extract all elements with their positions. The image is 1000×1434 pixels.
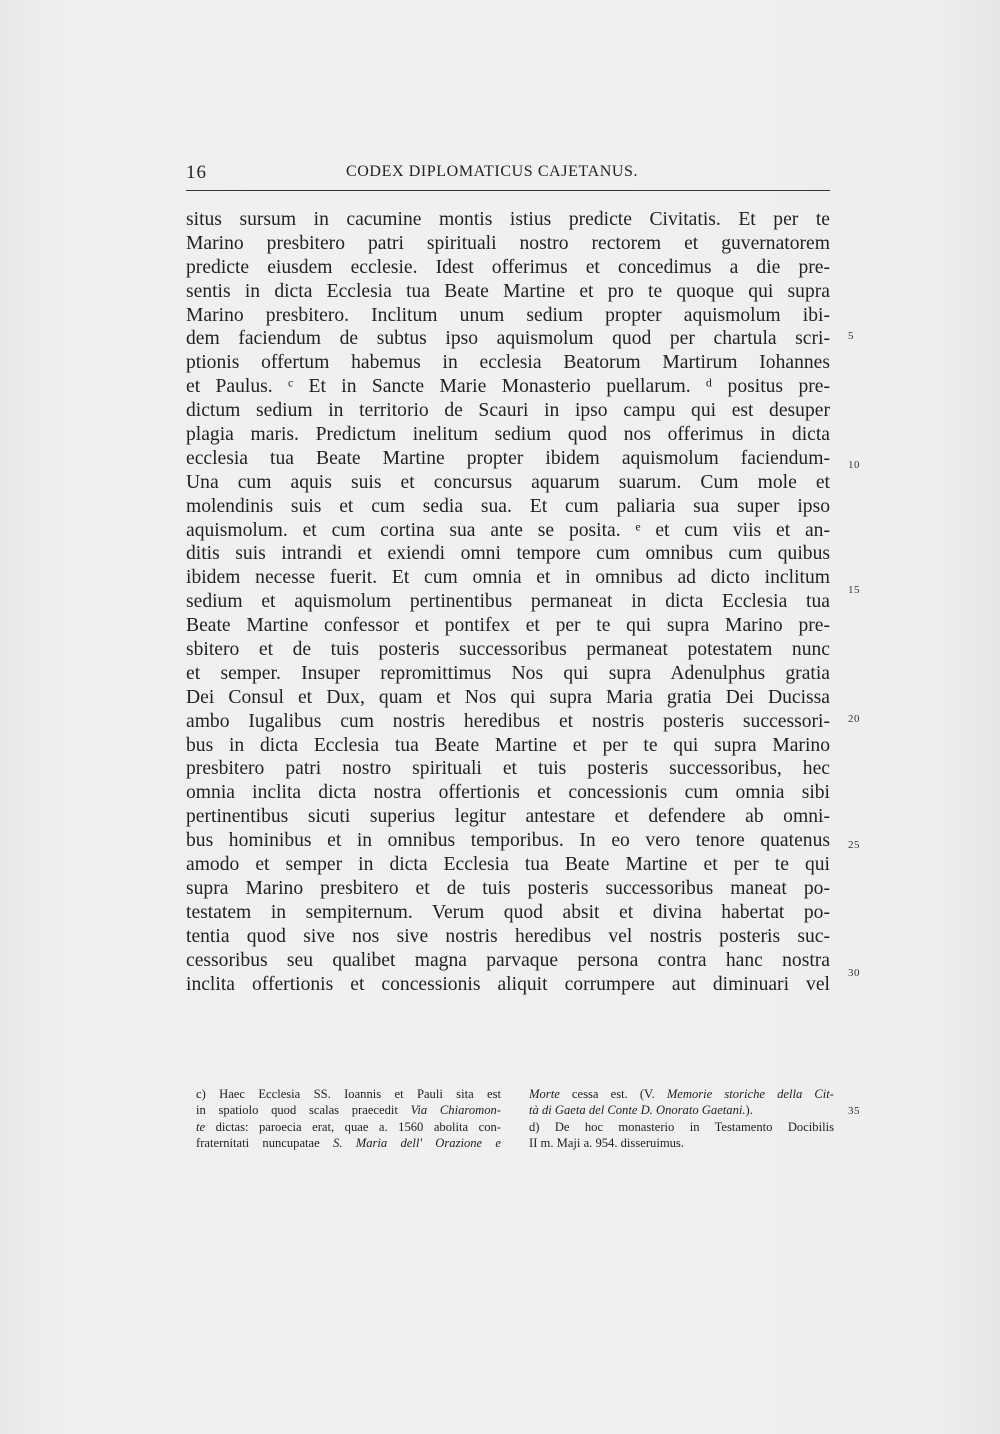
text-line: bus hominibus et in omnibus temporibus. In eo vero tenore quatenus	[186, 830, 830, 852]
page-number: 16	[186, 162, 207, 183]
text-line: Marino presbitero. Inclitum unum sedium propter aquismolum ibi-	[186, 304, 830, 326]
footnote-text: c) Haec Ecclesia SS. Ioannis et Pauli sita est	[196, 1087, 501, 1101]
margin-line-number: 10	[848, 459, 860, 471]
text-line: ditis suis intrandi et exiendi omni tempore cum omnibus cum quibus	[186, 543, 830, 565]
text-line: aquismolum. et cum cortina sua ante se posita. ᵉ et cum viis et an-	[186, 519, 830, 541]
footnote-column-left	[196, 1086, 501, 1152]
text-line: presbitero patri nostro spirituali et tuis posteris successoribus, hec	[186, 758, 830, 780]
running-head: CODEX DIPLOMATICUS CAJETANUS.	[346, 163, 639, 180]
text-line: bus in dicta Ecclesia tua Beate Martine et per te qui supra Marino	[186, 734, 830, 756]
footnote-line	[529, 1119, 834, 1135]
page-header	[186, 162, 830, 188]
footnote-line	[196, 1102, 501, 1118]
footnote-text: ).	[745, 1103, 753, 1118]
text-line: Dei Consul et Dux, quam et Nos qui supra Maria gratia Dei Ducissa	[186, 686, 830, 708]
footnote-italic: S. Maria dell' Orazione e	[333, 1136, 501, 1151]
body-text	[186, 208, 830, 996]
footnote-line	[196, 1119, 501, 1135]
footnote-column-right	[529, 1086, 834, 1152]
text-line: plagia maris. Predictum inelitum sedium quod nos offerimus in dicta	[186, 424, 830, 446]
text-line: sentis in dicta Ecclesia tua Beate Martine et pro te quoque qui supra	[186, 280, 830, 302]
text-line: ecclesia tua Beate Martine propter ibidem aquismolum faciendum-	[186, 447, 830, 469]
margin-line-number: 20	[848, 713, 860, 725]
text-line: sedium et aquismolum pertinentibus permaneat in dicta Ecclesia tua	[186, 591, 830, 613]
text-line: molendinis suis et cum sedia sua. Et cum paliaria sua super ipso	[186, 495, 830, 517]
text-line: ibidem necesse fuerit. Et cum omnia et in omnibus ad dicto inclitum	[186, 567, 830, 589]
text-line: omnia inclita dicta nostra offertionis et concessionis cum omnia sibi	[186, 782, 830, 804]
footnote-italic: Memorie storiche della Cit-	[666, 1087, 834, 1101]
text-line: tentia quod sive nos sive nostris heredibus vel nostris posteris suc-	[186, 925, 830, 947]
text-line: ambo Iugalibus cum nostris heredibus et nostris posteris successori-	[186, 710, 830, 732]
text-line: pertinentibus sicuti superius legitur antestare et defendere ab omni-	[186, 806, 830, 828]
footnote-line	[529, 1102, 834, 1118]
footnote-italic: Morte	[529, 1087, 560, 1101]
text-line: amodo et semper in dicta Ecclesia tua Beate Martine et per te qui	[186, 854, 830, 876]
text-line: dictum sedium in territorio de Scauri in ipso campu qui est desuper	[186, 400, 830, 422]
margin-line-number: 30	[848, 967, 860, 979]
text-line: Una cum aquis suis et concursus aquarum suarum. Cum mole et	[186, 471, 830, 493]
text-line: supra Marino presbitero et de tuis posteris successoribus maneat po-	[186, 877, 830, 899]
footnote-line	[529, 1135, 834, 1151]
footnote-line	[196, 1086, 501, 1102]
header-rule	[186, 190, 830, 191]
margin-line-number: 15	[848, 584, 860, 596]
text-line: inclita offertionis et concessionis aliquit corrumpere aut diminuari vel	[186, 973, 830, 995]
margin-line-number: 5	[848, 330, 854, 342]
footnote-italic: te	[196, 1119, 206, 1134]
text-line: sbitero et de tuis posteris successoribus permaneat potestatem nunc	[186, 639, 830, 661]
margin-line-number: 35	[848, 1105, 860, 1117]
text-line: Marino presbitero patri spirituali nostro rectorem et guvernatorem	[186, 232, 830, 254]
text-line: et semper. Insuper repromittimus Nos qui supra Adenulphus gratia	[186, 662, 830, 684]
text-line: dem faciendum de subtus ipso aquismolum quod per chartula scri-	[186, 328, 830, 350]
footnote-text: fraternitati nuncupatae	[196, 1136, 333, 1151]
text-line: et Paulus. ᶜ Et in Sancte Marie Monasterio puellarum. ᵈ positus pre-	[186, 376, 830, 398]
text-line: situs sursum in cacumine montis istius predicte Civitatis. Et per te	[186, 209, 830, 230]
footnote-text: d) De hoc monasterio in Testamento Docibilis	[529, 1119, 834, 1134]
footnote-text: in spatiolo quod scalas praecedit	[196, 1103, 411, 1118]
footnote-line	[196, 1135, 501, 1151]
margin-line-number: 25	[848, 839, 860, 851]
footnote-italic: Via Chiaromon-	[410, 1103, 501, 1118]
footnote-text: II m. Maji a. 954. disseruimus.	[529, 1136, 684, 1151]
text-line: cessoribus seu qualibet magna parvaque persona contra hanc nostra	[186, 949, 830, 971]
text-line: predicte eiusdem ecclesie. Idest offerimus et concedimus a die pre-	[186, 256, 830, 278]
text-line: ptionis offertum habemus in ecclesia Beatorum Martirum Iohannes	[186, 352, 830, 374]
text-line: Beate Martine confessor et pontifex et per te qui supra Marino pre-	[186, 615, 830, 637]
footnote-text: dictas: paroecia erat, quae a. 1560 abolita con-	[205, 1119, 501, 1134]
footnote-italic: tà di Gaeta del Conte D. Onorato Gaetani.	[529, 1103, 746, 1118]
text-line: testatem in sempiternum. Verum quod absit et divina habertat po-	[186, 901, 830, 923]
footnote-text: cessa est. (V.	[559, 1087, 667, 1101]
footnote-line	[529, 1086, 834, 1102]
